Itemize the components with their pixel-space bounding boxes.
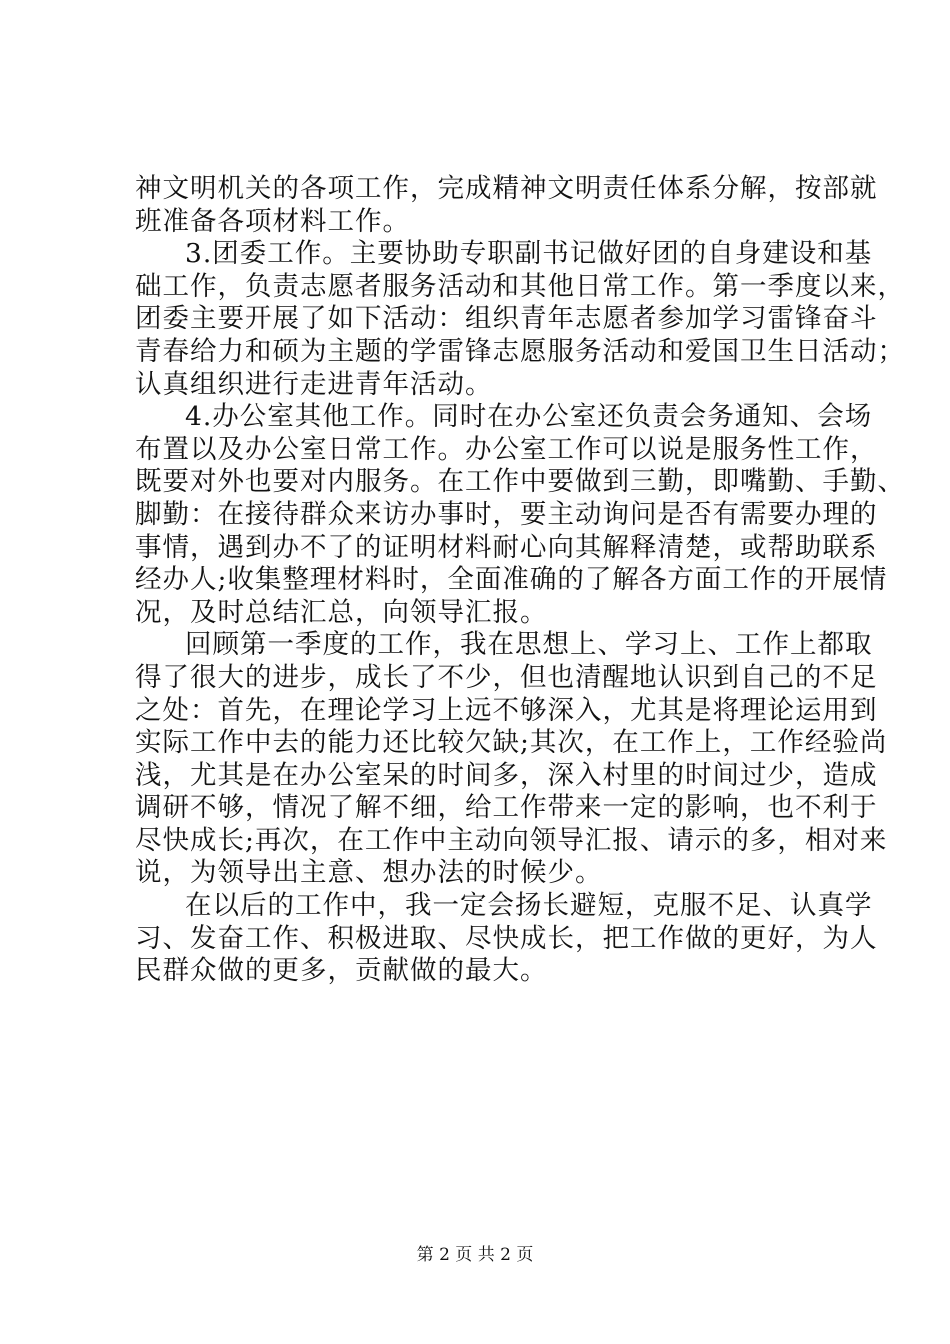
paragraph-first-line: 3.团委工作。主要协助专职副书记做好团的自身建设和基: [185, 238, 873, 270]
text-line: 说，为领导出主意、想办法的时候少。: [135, 857, 603, 889]
text-line: 团委主要开展了如下活动：组织青年志愿者参加学习雷锋奋斗: [135, 303, 878, 335]
document-body: [135, 173, 905, 988]
text-line: 得了很大的进步，成长了不少，但也清醒地认识到自己的不足: [135, 661, 878, 693]
text-line: 习、发奋工作、积极进取、尽快成长，把工作做的更好，为人: [135, 922, 878, 954]
text-line: 事情，遇到办不了的证明材料耐心向其解释清楚，或帮助联系: [135, 531, 878, 563]
text-line: 尽快成长;再次，在工作中主动向领导汇报、请示的多，相对来: [135, 824, 888, 856]
page-footer: 第 2 页 共 2 页: [416, 1245, 534, 1265]
text-line: 调研不够，情况了解不细，给工作带来一定的影响，也不利于: [135, 792, 878, 824]
paragraph-first-line: 回顾第一季度的工作，我在思想上、学习上、工作上都取: [185, 629, 873, 661]
text-line: 神文明机关的各项工作，完成精神文明责任体系分解，按部就: [135, 173, 878, 204]
text-line: 础工作，负责志愿者服务活动和其他日常工作。第一季度以来，: [135, 270, 905, 302]
paragraph-first-line: 4.办公室其他工作。同时在办公室还负责会务通知、会场: [185, 401, 873, 433]
text-line: 民群众做的更多，贡献做的最大。: [135, 955, 548, 987]
text-line: 脚勤：在接待群众来访办事时，要主动询问是否有需要办理的: [135, 498, 878, 530]
text-line: 布置以及办公室日常工作。办公室工作可以说是服务性工作，: [135, 433, 878, 465]
text-line: 浅，尤其是在办公室呆的时间多，深入村里的时间过少，造成: [135, 759, 878, 791]
paragraph-first-line: 在以后的工作中，我一定会扬长避短，克服不足、认真学: [185, 890, 873, 922]
text-line: 之处：首先，在理论学习上远不够深入，尤其是将理论运用到: [135, 694, 878, 726]
text-line: 既要对外也要对内服务。在工作中要做到三勤，即嘴勤、手勤、: [135, 466, 905, 498]
text-line: 认真组织进行走进青年活动。: [135, 368, 493, 400]
text-line: 班准备各项材料工作。: [135, 205, 410, 237]
text-line: 实际工作中去的能力还比较欠缺;其次，在工作上，工作经验尚: [135, 727, 888, 759]
text-line: 经办人;收集整理材料时，全面准确的了解各方面工作的开展情: [135, 564, 888, 596]
text-line: 青春给力和硕为主题的学雷锋志愿服务活动和爱国卫生日活动；: [135, 335, 905, 367]
text-line: 况，及时总结汇总，向领导汇报。: [135, 596, 548, 628]
